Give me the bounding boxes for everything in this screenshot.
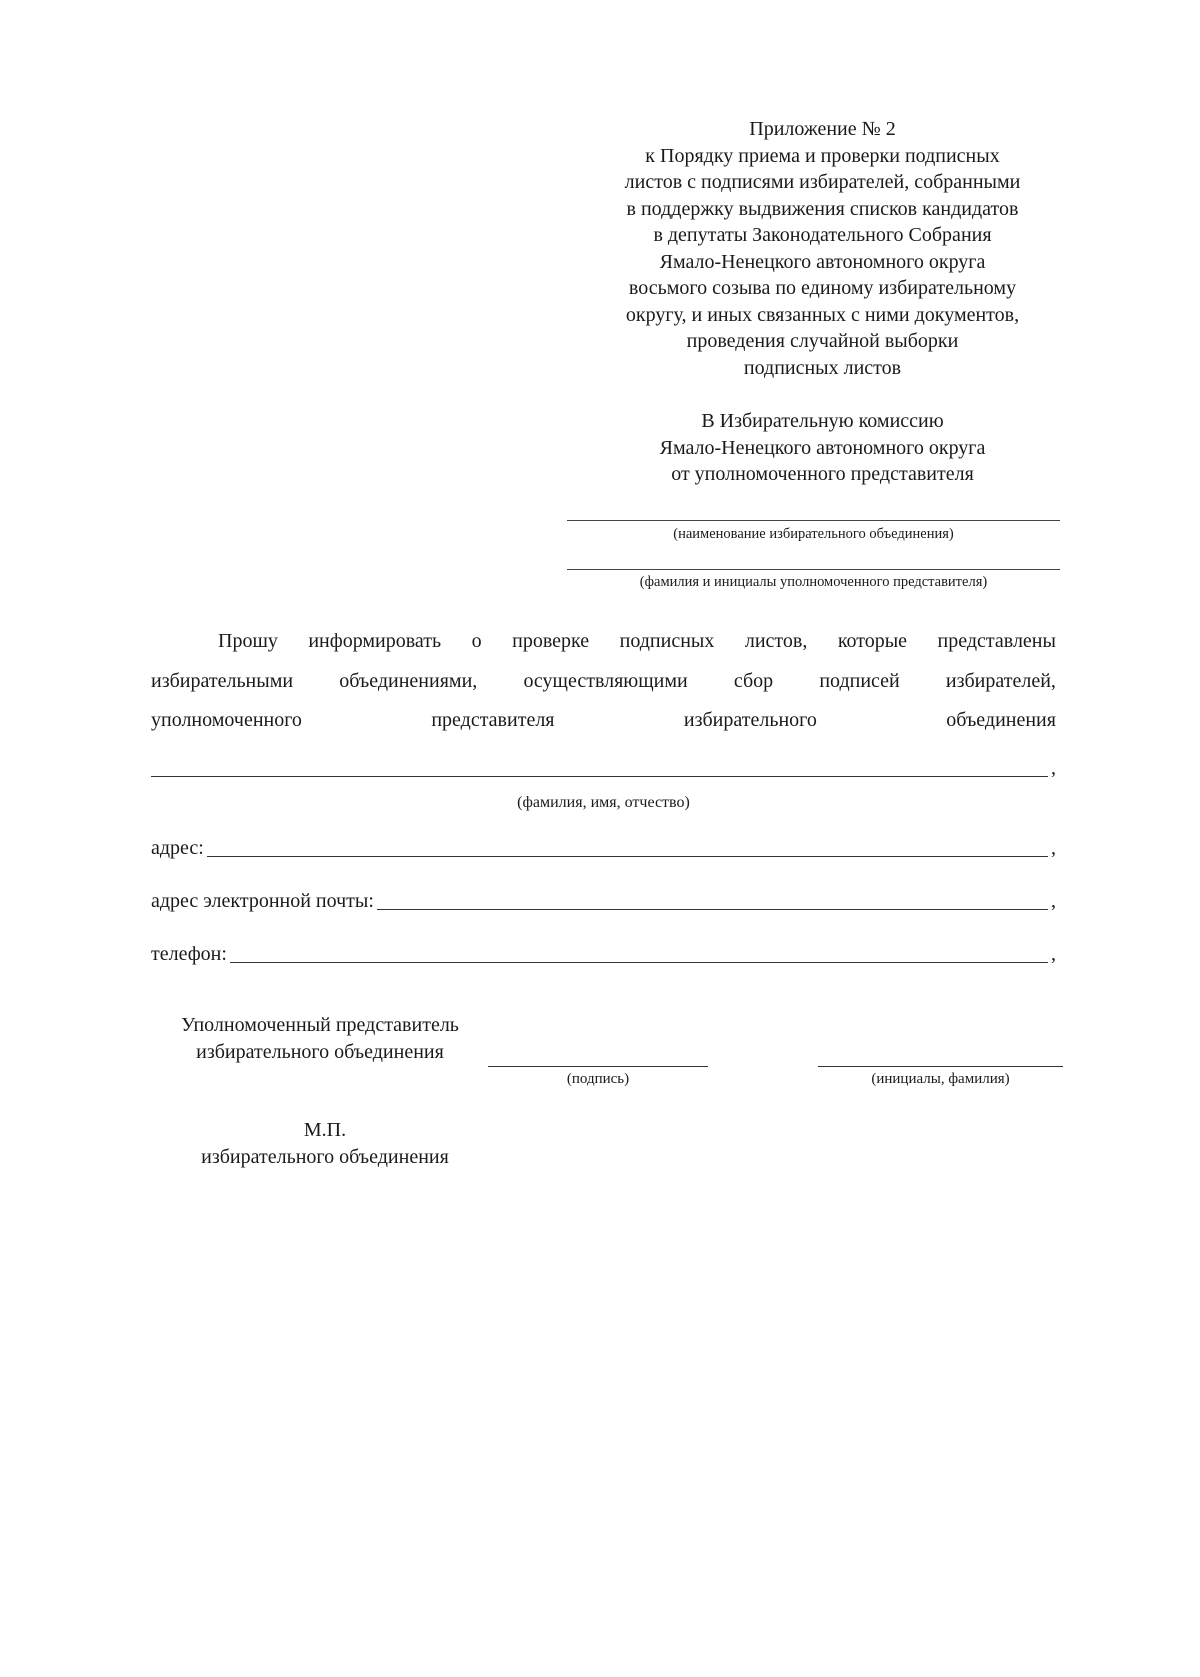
word: представителя (431, 709, 555, 731)
association-name-caption: (наименование избирательного объединения) (673, 526, 954, 542)
comma: , (1051, 837, 1056, 859)
appendix-line: Ямало-Ненецкого автономного округа (659, 250, 986, 273)
appendix-line: к Порядку приема и проверки подписных (645, 144, 1000, 167)
seal-line: М.П. (303, 1119, 347, 1141)
email-row (151, 887, 1056, 913)
word: уполномоченного (151, 709, 302, 731)
comma: , (1051, 943, 1056, 965)
representative-name-field[interactable] (567, 569, 1060, 570)
word: которые (837, 630, 908, 652)
phone-label: телефон: (151, 943, 227, 965)
address-field[interactable] (207, 838, 1048, 857)
comma: , (1051, 890, 1056, 912)
appendix-line: восьмого созыва по единому избирательному (628, 277, 1017, 299)
appendix-line: в депутаты Законодательного Собрания (653, 224, 992, 246)
paragraph-line (151, 622, 1056, 662)
word: информировать (308, 630, 442, 652)
appendix-line: подписных листов (743, 356, 902, 379)
addressee-block (585, 408, 1060, 488)
signatory-label (150, 1012, 490, 1066)
appendix-line: листов с подписями избирателей, собранными (624, 171, 1021, 193)
addressee-line: от уполномоченного представителя (671, 463, 974, 485)
word: о (471, 630, 482, 652)
word: избирателей, (945, 669, 1056, 692)
signature-field[interactable] (488, 1066, 708, 1067)
appendix-line: проведения случайной выборки (686, 330, 959, 352)
appendix-line: округу, и иных связанных с ними документов, (625, 303, 1020, 326)
request-paragraph (151, 622, 1056, 741)
signature-caption: (подпись) (566, 1071, 630, 1087)
word: подписей (819, 669, 900, 692)
address-row (151, 834, 1056, 860)
association-name-field[interactable] (567, 520, 1060, 521)
word: объединения (946, 709, 1056, 731)
representative-name-caption: (фамилия и инициалы уполномоченного представителя) (639, 574, 988, 590)
initials-surname-caption: (инициалы, фамилия) (871, 1071, 1010, 1087)
word: избирательными (151, 669, 294, 692)
addressee-line: Ямало-Ненецкого автономного округа (659, 436, 986, 459)
word: осуществляющими (523, 669, 688, 692)
word: подписных (619, 630, 715, 652)
appendix-header (585, 116, 1060, 381)
phone-row (151, 940, 1056, 966)
word: объединениями, (339, 669, 478, 692)
appendix-line: в поддержку выдвижения списков кандидатов (626, 197, 1019, 220)
word: представлены (937, 630, 1056, 652)
paragraph-line (151, 662, 1056, 702)
phone-field[interactable] (230, 944, 1048, 963)
word: сбор (733, 669, 774, 692)
full-name-row (151, 754, 1056, 780)
initials-surname-field[interactable] (818, 1066, 1063, 1067)
email-field[interactable] (377, 891, 1048, 910)
comma: , (1051, 757, 1056, 779)
word: листов, (744, 630, 808, 652)
word: избирательного (683, 709, 817, 731)
paragraph-line (151, 701, 1056, 741)
email-label: адрес электронной почты: (151, 890, 374, 912)
word: проверке (512, 630, 590, 652)
word: Прошу (218, 630, 278, 652)
full-name-field[interactable] (151, 758, 1048, 777)
seal-line: избирательного объединения (201, 1146, 449, 1168)
addressee-line: В Избирательную комиссию (701, 410, 944, 432)
signatory-line: избирательного объединения (196, 1041, 444, 1063)
appendix-line: Приложение № 2 (749, 118, 896, 140)
seal-placeholder (160, 1117, 490, 1171)
address-label: адрес: (151, 837, 204, 859)
full-name-caption: (фамилия, имя, отчество) (517, 794, 690, 811)
signatory-line: Уполномоченный представитель (181, 1014, 459, 1036)
